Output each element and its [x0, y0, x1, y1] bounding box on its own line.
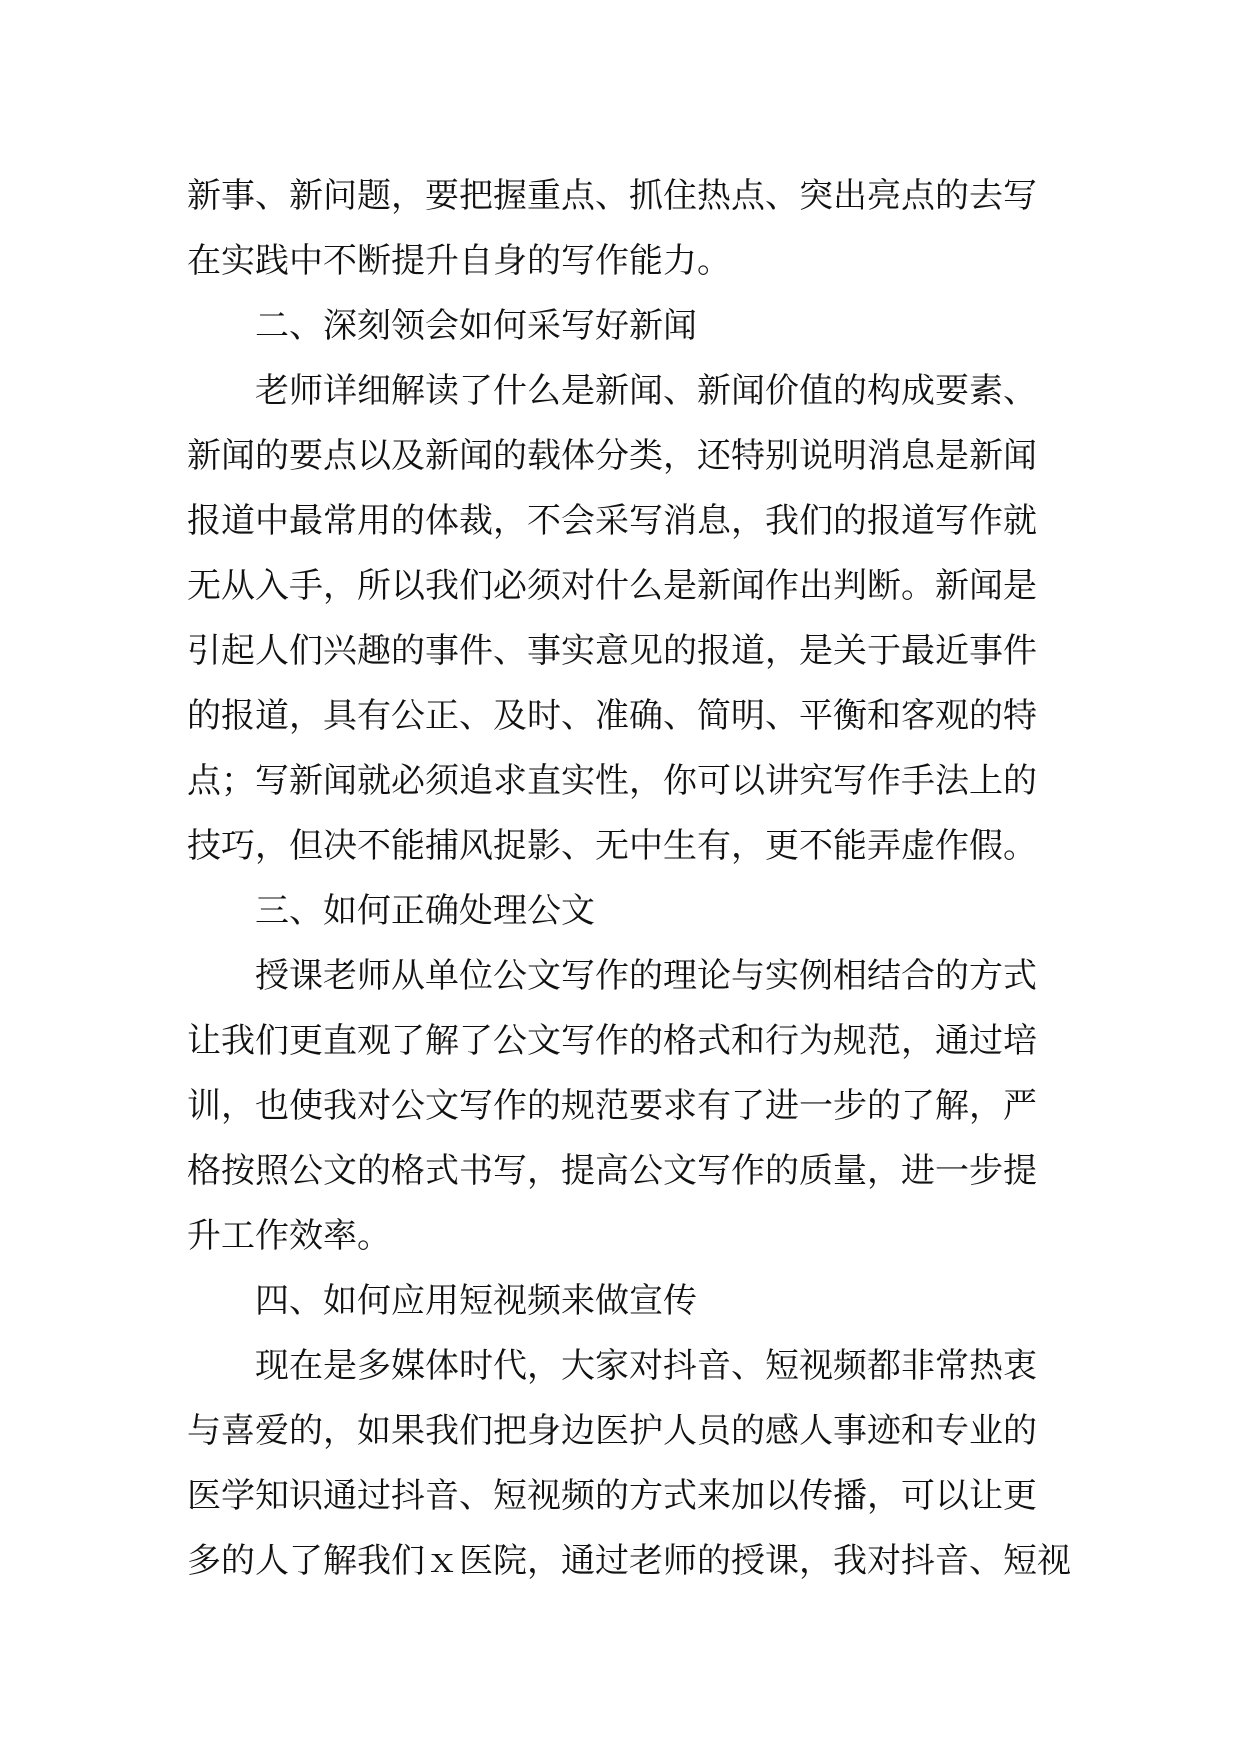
text-line: 格按照公文的格式书写，提高公文写作的质量，进一步提	[187, 1151, 1037, 1191]
text-line: 现在是多媒体时代，大家对抖音、短视频都非常热衷	[255, 1346, 1037, 1386]
text-line: 多的人了解我们ｘ医院，通过老师的授课，我对抖音、短视	[187, 1541, 1071, 1581]
text-line: 授课老师从单位公文写作的理论与实例相结合的方式	[255, 956, 1037, 996]
text-line: 的报道，具有公正、及时、准确、简明、平衡和客观的特	[187, 696, 1037, 736]
text-line: 训，也使我对公文写作的规范要求有了进一步的了解，严	[187, 1086, 1037, 1126]
text-line: 新事、新问题，要把握重点、抓住热点、突出亮点的去写	[187, 176, 1037, 216]
text-line: 升工作效率。	[187, 1216, 391, 1256]
text-line: 无从入手，所以我们必须对什么是新闻作出判断。新闻是	[187, 566, 1037, 606]
text-line: 引起人们兴趣的事件、事实意见的报道，是关于最近事件	[187, 631, 1037, 671]
section-heading: 二、深刻领会如何采写好新闻	[255, 306, 697, 346]
text-line: 技巧，但决不能捕风捉影、无中生有，更不能弄虚作假。	[187, 826, 1037, 866]
section-heading: 四、如何应用短视频来做宣传	[255, 1281, 697, 1321]
text-line: 在实践中不断提升自身的写作能力。	[187, 241, 731, 281]
document-body	[187, 164, 1071, 1594]
text-line: 与喜爱的，如果我们把身边医护人员的感人事迹和专业的	[187, 1411, 1037, 1451]
section-heading: 三、如何正确处理公文	[255, 891, 595, 931]
text-line: 医学知识通过抖音、短视频的方式来加以传播，可以让更	[187, 1476, 1037, 1516]
text-line: 点；写新闻就必须追求直实性，你可以讲究写作手法上的	[187, 761, 1037, 801]
text-line: 让我们更直观了解了公文写作的格式和行为规范，通过培	[187, 1021, 1037, 1061]
text-line: 新闻的要点以及新闻的载体分类，还特别说明消息是新闻	[187, 436, 1037, 476]
text-line: 报道中最常用的体裁，不会采写消息，我们的报道写作就	[187, 501, 1037, 541]
text-line: 老师详细解读了什么是新闻、新闻价值的构成要素、	[255, 371, 1037, 411]
